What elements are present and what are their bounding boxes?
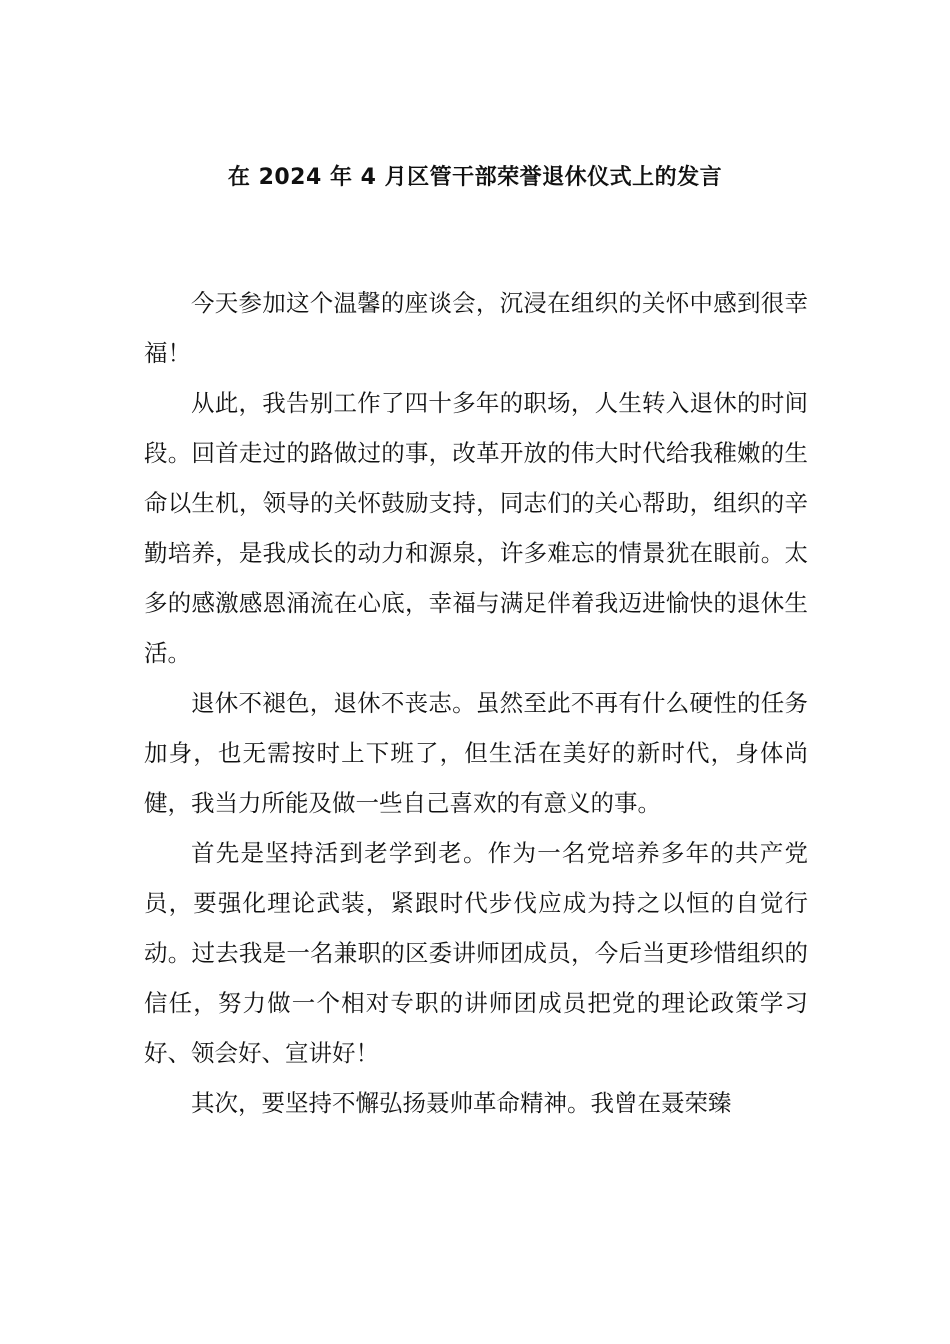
paragraph: 退休不褪色，退休不丧志。虽然至此不再有什么硬性的任务加身，也无需按时上下班了，但生活在美好的新时代，身体尚健，我当力所能及做一些自己喜欢的有意义的事。	[144, 689, 808, 817]
document-body	[144, 278, 808, 1128]
paragraph: 首先是坚持活到老学到老。作为一名党培养多年的共产党员，要强化理论武装，紧跟时代步伐应成为持之以恒的自觉行动。过去我是一名兼职的区委讲师团成员，今后当更珍惜组织的信任，努力做一个相对专职的讲师团成员把党的理论政策学习好、领会好、宣讲好！	[144, 839, 808, 1067]
paragraph: 从此，我告别工作了四十多年的职场，人生转入退休的时间段。回首走过的路做过的事，改革开放的伟大时代给我稚嫩的生命以生机，领导的关怀鼓励支持，同志们的关心帮助，组织的辛勤培养，是我成长的动力和源泉，许多难忘的情景犹在眼前。太多的感激感恩涌流在心底，幸福与满足伴着我迈进愉快的退休生活。	[144, 389, 808, 667]
document-title: 在 2024 年 4 月区管干部荣誉退休仪式上的发言	[227, 165, 723, 190]
paragraph: 今天参加这个温馨的座谈会，沉浸在组织的关怀中感到很幸福！	[144, 289, 808, 367]
paragraph: 其次，要坚持不懈弘扬聂帅革命精神。我曾在聂荣臻	[191, 1089, 732, 1117]
